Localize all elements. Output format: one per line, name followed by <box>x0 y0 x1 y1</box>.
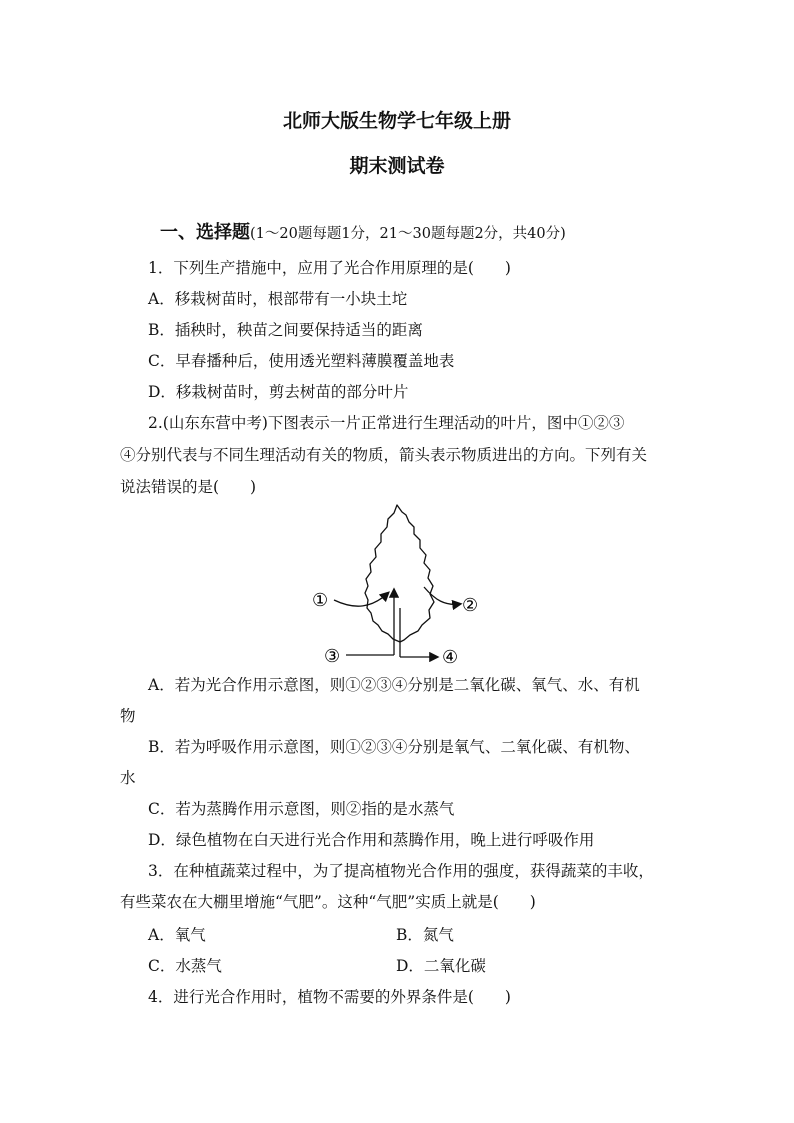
arrow-1-in <box>334 593 388 606</box>
section-heading <box>160 223 566 244</box>
section-title: 一、选择题 <box>160 222 250 243</box>
q1-stem: 1．下列生产措施中，应用了光合作用原理的是( ) <box>148 259 511 277</box>
q2-option-d: D．绿色植物在白天进行光合作用和蒸腾作用，晚上进行呼吸作用 <box>148 831 595 849</box>
diagram-label-4: ④ <box>442 647 459 668</box>
diagram-label-2: ② <box>462 595 479 616</box>
q3-stem-line2: 有些菜农在大棚里增施“气肥”。这种“气肥”实质上就是( ) <box>120 893 536 911</box>
q4-stem: 4．进行光合作用时，植物不需要的外界条件是( ) <box>148 988 511 1006</box>
q2-stem-line2: ④分别代表与不同生理活动有关的物质，箭头表示物质进出的方向。下列有关 <box>120 446 648 464</box>
q3-option-c: C．水蒸气 <box>148 957 222 975</box>
q2-option-a: A．若为光合作用示意图，则①②③④分别是二氧化碳、氧气、水、有机 <box>148 676 640 694</box>
q2-option-a-cont: 物 <box>120 707 136 725</box>
q1-option-d: D．移栽树苗时，剪去树苗的部分叶片 <box>148 383 409 401</box>
diagram-label-1: ① <box>312 590 329 611</box>
q1-option-b: B．插秧时，秧苗之间要保持适当的距离 <box>148 321 423 339</box>
q3-stem-line1: 3．在种植蔬菜过程中，为了提高植物光合作用的强度，获得蔬菜的丰收， <box>148 862 654 880</box>
arrow-2-out <box>424 587 460 604</box>
q3-option-b: B．氮气 <box>396 926 454 944</box>
leaf-diagram <box>300 500 500 670</box>
diagram-label-3: ③ <box>324 646 341 667</box>
page-subtitle: 期末测试卷 <box>349 155 445 177</box>
q1-option-c: C．早春播种后，使用透光塑料薄膜覆盖地表 <box>148 352 455 370</box>
q2-option-c: C．若为蒸腾作用示意图，则②指的是水蒸气 <box>148 800 455 818</box>
page-title: 北师大版生物学七年级上册 <box>282 110 511 132</box>
q2-stem-line1: 2.(山东东营中考)下图表示一片正常进行生理活动的叶片，图中①②③ <box>148 414 625 432</box>
leaf-diagram-svg <box>300 500 500 670</box>
q3-option-d: D．二氧化碳 <box>396 957 486 975</box>
q3-option-a: A．氧气 <box>148 926 206 944</box>
q2-option-b: B．若为呼吸作用示意图，则①②③④分别是氧气、二氧化碳、有机物、 <box>148 738 640 756</box>
q2-option-b-cont: 水 <box>120 769 136 787</box>
q1-option-a: A．移栽树苗时，根部带有一小块土坨 <box>148 290 408 308</box>
q2-stem-line3: 说法错误的是( ) <box>120 478 257 496</box>
section-note: (1～20题每题1分，21～30题每题2分，共40分) <box>250 226 566 242</box>
